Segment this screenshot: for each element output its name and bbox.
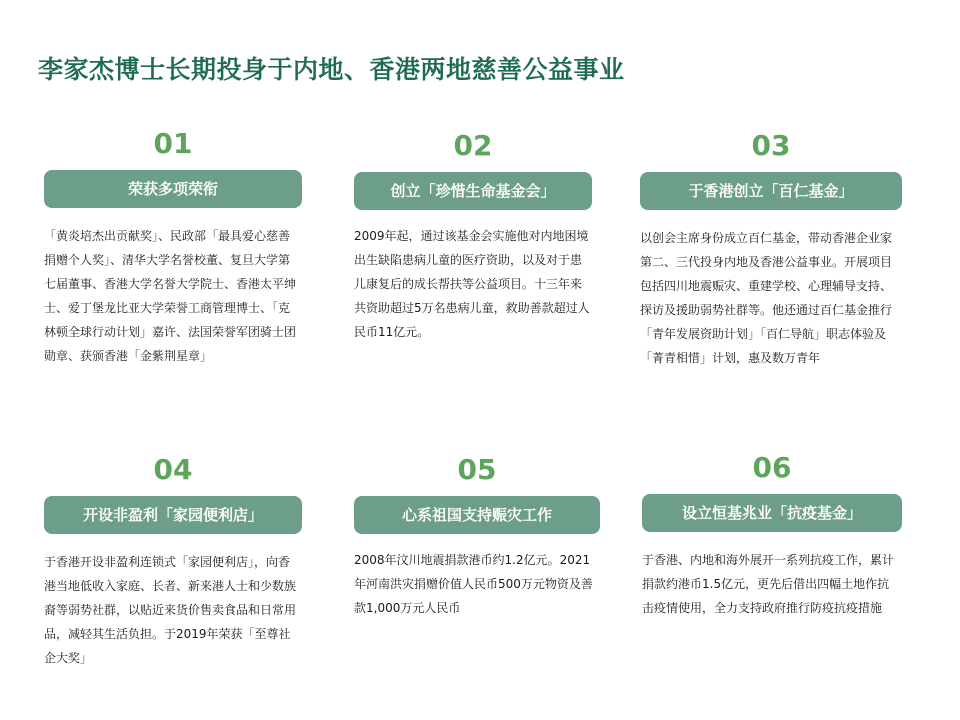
card-heading: 心系祖国支持赈灾工作	[354, 496, 600, 534]
card-heading: 创立「珍惜生命基金会」	[354, 172, 592, 210]
card-text: 以创会主席身份成立百仁基金，带动香港企业家第二、三代投身内地及香港公益事业。开展项目包括四川地震赈灾、重建学校、心理辅导支持、探访及援助弱势社群等。他还通过百仁基金推行「青年发展资助计划」「百仁导航」职志体验及「菁青相惜」计划，惠及数万青年	[640, 231, 893, 365]
card-anti-epidemic-fund	[642, 450, 902, 620]
card-text: 2008年汶川地震捐款港币约1.2亿元。2021年河南洪灾捐赠价值人民币500万元物资及善款1,000万元人民币	[354, 553, 593, 615]
card-number: 02	[453, 129, 493, 162]
card-heading: 开设非盈利「家园便利店」	[44, 496, 302, 534]
card-number: 06	[752, 451, 792, 484]
card-heading: 于香港创立「百仁基金」	[640, 172, 902, 210]
card-cherish-life-foundation	[354, 128, 592, 344]
card-number: 04	[153, 453, 193, 486]
card-honors	[44, 126, 302, 368]
card-number: 01	[153, 127, 193, 160]
card-bairen-fund	[640, 128, 902, 370]
card-text: 于香港开设非盈利连锁式「家园便利店」，向香港当地低收入家庭、长者、新来港人士和少数族裔等弱势社群，以贴近来货价售卖食品和日常用品，减轻其生活负担。于2019年荣获「至尊社企大奖」	[44, 555, 297, 665]
card-number: 05	[457, 453, 497, 486]
page-title: 李家杰博士长期投身于内地、香港两地慈善公益事业	[38, 55, 625, 84]
card-text: 「黄炎培杰出贡献奖」、民政部「最具爱心慈善捐赠个人奖」、清华大学名誉校董、复旦大学第七届董事、香港大学名誉大学院士、香港太平绅士、爱丁堡龙比亚大学荣誉工商管理博士、「克林顿全球行动计划」嘉许、法国荣誉军团骑士团勋章、获颁香港「金紫荆星章」	[44, 229, 297, 363]
card-community-store	[44, 452, 302, 670]
card-text: 于香港、内地和海外展开一系列抗疫工作，累计捐款约港币1.5亿元，更先后借出四幅土地作抗击疫情使用，全力支持政府推行防疫抗疫措施	[642, 553, 895, 615]
card-heading: 荣获多项荣衔	[44, 170, 302, 208]
card-number: 03	[751, 129, 791, 162]
card-heading: 设立恒基兆业「抗疫基金」	[642, 494, 902, 532]
card-disaster-relief	[354, 452, 600, 620]
card-text: 2009年起，通过该基金会实施他对内地困境出生缺陷患病儿童的医疗资助，以及对于患儿康复后的成长帮扶等公益项目。十三年来共资助超过5万名患病儿童，救助善款超过人民币11亿元。	[354, 229, 590, 339]
